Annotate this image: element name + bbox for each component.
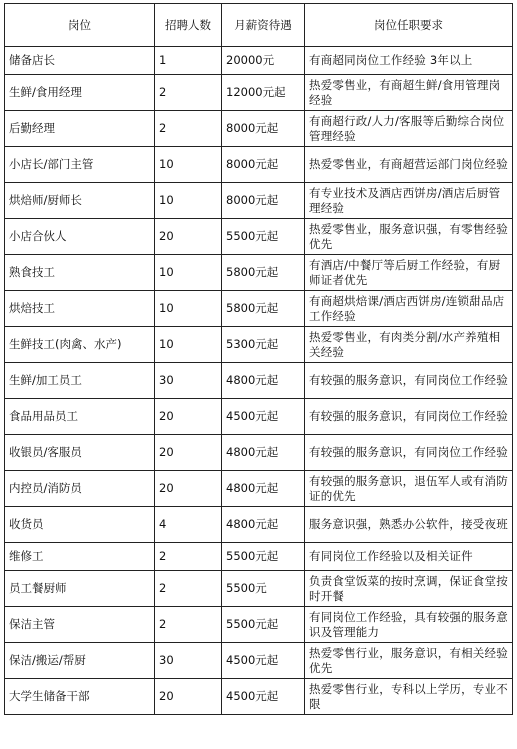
cell-requirement: 负责食堂饭菜的按时烹调，保证食堂按时开餐 <box>305 571 513 607</box>
cell-position: 维修工 <box>5 543 155 571</box>
cell-count: 2 <box>155 75 222 111</box>
cell-salary: 4500元起 <box>222 679 305 715</box>
cell-position: 烘焙师/厨师长 <box>5 183 155 219</box>
cell-position: 员工餐厨师 <box>5 571 155 607</box>
cell-requirement: 有同岗位工作经验以及相关证件 <box>305 543 513 571</box>
cell-count: 30 <box>155 643 222 679</box>
cell-position: 生鲜技工(肉禽、水产) <box>5 327 155 363</box>
cell-position: 小店长/部门主管 <box>5 147 155 183</box>
table-row <box>5 255 513 291</box>
cell-salary: 8000元起 <box>222 111 305 147</box>
cell-requirement: 有商超同岗位工作经验 3年以上 <box>305 47 513 75</box>
cell-salary: 5300元起 <box>222 327 305 363</box>
table-row <box>5 471 513 507</box>
header-count: 招聘人数 <box>155 4 222 47</box>
cell-requirement: 热爱零售业，有商超生鲜/食用管理岗经验 <box>305 75 513 111</box>
cell-count: 2 <box>155 571 222 607</box>
table-row <box>5 643 513 679</box>
cell-count: 30 <box>155 363 222 399</box>
cell-count: 10 <box>155 183 222 219</box>
cell-salary: 5500元起 <box>222 543 305 571</box>
cell-requirement: 有专业技术及酒店西饼房/酒店后厨管理经验 <box>305 183 513 219</box>
cell-salary: 4500元起 <box>222 399 305 435</box>
table-row <box>5 327 513 363</box>
cell-count: 20 <box>155 679 222 715</box>
cell-count: 20 <box>155 399 222 435</box>
table-row <box>5 435 513 471</box>
cell-position: 食品用品员工 <box>5 399 155 435</box>
cell-count: 2 <box>155 543 222 571</box>
cell-count: 2 <box>155 111 222 147</box>
cell-requirement: 热爱零售业，有商超营运部门岗位经验 <box>305 147 513 183</box>
recruitment-table <box>4 3 513 715</box>
cell-position: 保洁/搬运/帮厨 <box>5 643 155 679</box>
cell-salary: 4800元起 <box>222 507 305 543</box>
cell-position: 生鲜/加工员工 <box>5 363 155 399</box>
table-row <box>5 219 513 255</box>
cell-requirement: 热爱零售业，服务意识强，有零售经验优先 <box>305 219 513 255</box>
cell-requirement: 有较强的服务意识，有同岗位工作经验 <box>305 435 513 471</box>
table-body <box>5 47 513 715</box>
cell-salary: 5500元 <box>222 571 305 607</box>
cell-position: 储备店长 <box>5 47 155 75</box>
cell-requirement: 有较强的服务意识，有同岗位工作经验 <box>305 363 513 399</box>
table-row <box>5 183 513 219</box>
table-row <box>5 363 513 399</box>
cell-position: 收货员 <box>5 507 155 543</box>
table-row <box>5 607 513 643</box>
table-row <box>5 111 513 147</box>
cell-count: 20 <box>155 435 222 471</box>
cell-position: 熟食技工 <box>5 255 155 291</box>
cell-count: 1 <box>155 47 222 75</box>
cell-position: 生鲜/食用经理 <box>5 75 155 111</box>
cell-position: 烘焙技工 <box>5 291 155 327</box>
cell-count: 4 <box>155 507 222 543</box>
cell-count: 20 <box>155 471 222 507</box>
cell-requirement: 热爱零售行业，专科以上学历，专业不限 <box>305 679 513 715</box>
cell-position: 大学生储备干部 <box>5 679 155 715</box>
cell-position: 收银员/客服员 <box>5 435 155 471</box>
table-row <box>5 147 513 183</box>
cell-salary: 4800元起 <box>222 471 305 507</box>
table-row <box>5 543 513 571</box>
cell-salary: 4500元起 <box>222 643 305 679</box>
cell-salary: 12000元起 <box>222 75 305 111</box>
cell-requirement: 有同岗位工作经验，具有较强的服务意识及管理能力 <box>305 607 513 643</box>
table-row <box>5 399 513 435</box>
cell-salary: 5800元起 <box>222 291 305 327</box>
table-row <box>5 507 513 543</box>
cell-count: 2 <box>155 607 222 643</box>
cell-salary: 5500元起 <box>222 607 305 643</box>
cell-requirement: 服务意识强，熟悉办公软件，接受夜班 <box>305 507 513 543</box>
cell-salary: 5500元起 <box>222 219 305 255</box>
cell-salary: 8000元起 <box>222 183 305 219</box>
cell-salary: 20000元 <box>222 47 305 75</box>
cell-count: 10 <box>155 291 222 327</box>
cell-position: 保洁主管 <box>5 607 155 643</box>
cell-requirement: 有较强的服务意识，有同岗位工作经验 <box>305 399 513 435</box>
cell-count: 10 <box>155 147 222 183</box>
cell-requirement: 有商超烘焙课/酒店西饼房/连锁甜品店工作经验 <box>305 291 513 327</box>
cell-count: 10 <box>155 255 222 291</box>
table-header-row <box>5 4 513 47</box>
header-position: 岗位 <box>5 4 155 47</box>
cell-position: 小店合伙人 <box>5 219 155 255</box>
cell-count: 10 <box>155 327 222 363</box>
table-row <box>5 571 513 607</box>
cell-requirement: 有商超行政/人力/客服等后勤综合岗位管理经验 <box>305 111 513 147</box>
cell-position: 后勤经理 <box>5 111 155 147</box>
cell-requirement: 热爱零售业，有肉类分割/水产养殖相关经验 <box>305 327 513 363</box>
header-requirement: 岗位任职要求 <box>305 4 513 47</box>
header-salary: 月薪资待遇 <box>222 4 305 47</box>
table-row <box>5 47 513 75</box>
cell-requirement: 有较强的服务意识，退伍军人或有消防证的优先 <box>305 471 513 507</box>
cell-requirement: 热爱零售行业，服务意识，有相关经验优先 <box>305 643 513 679</box>
table-row <box>5 679 513 715</box>
table-row <box>5 75 513 111</box>
cell-requirement: 有酒店/中餐厅等后厨工作经验，有厨师证者优先 <box>305 255 513 291</box>
cell-count: 20 <box>155 219 222 255</box>
cell-salary: 5800元起 <box>222 255 305 291</box>
cell-position: 内控员/消防员 <box>5 471 155 507</box>
table-row <box>5 291 513 327</box>
cell-salary: 8000元起 <box>222 147 305 183</box>
cell-salary: 4800元起 <box>222 363 305 399</box>
cell-salary: 4800元起 <box>222 435 305 471</box>
